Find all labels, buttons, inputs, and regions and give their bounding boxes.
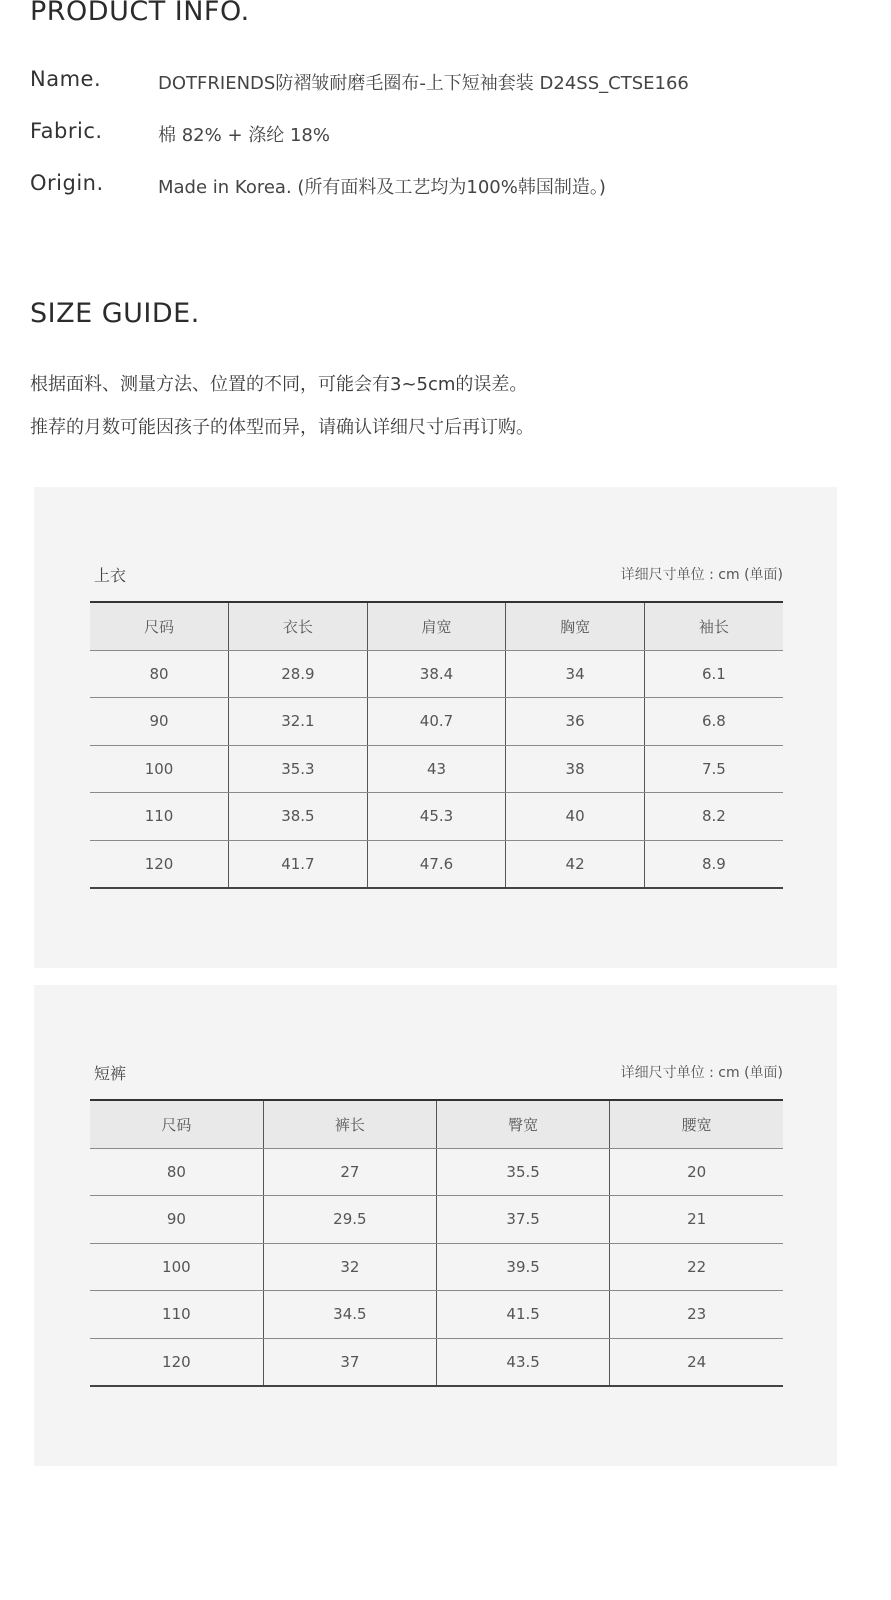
table-cell: 23 <box>610 1291 783 1339</box>
size-guide-title: SIZE GUIDE. <box>30 298 200 329</box>
column-header: 肩宽 <box>367 602 506 650</box>
origin-value: Made in Korea. (所有面料及工艺均为100%韩国制造。) <box>158 177 606 198</box>
table-cell: 32 <box>263 1243 436 1291</box>
shorts-size-panel <box>34 985 837 1466</box>
table-cell: 36 <box>506 698 645 746</box>
table-cell: 90 <box>90 698 229 746</box>
shorts-size-table <box>90 1099 783 1387</box>
column-header: 腰宽 <box>610 1100 783 1148</box>
top-size-unit-note: 详细尺寸单位 : cm (单面) <box>620 567 783 583</box>
table-cell: 32.1 <box>229 698 368 746</box>
product-name-row <box>30 67 870 97</box>
fabric-label: Fabric. <box>30 119 103 143</box>
table-cell: 40.7 <box>367 698 506 746</box>
table-cell: 21 <box>610 1196 783 1244</box>
shorts-size-panel-header <box>90 1061 783 1085</box>
table-cell: 120 <box>90 840 229 888</box>
table-cell: 28.9 <box>229 650 368 698</box>
table-cell: 47.6 <box>367 840 506 888</box>
table-cell: 43.5 <box>437 1338 610 1386</box>
top-size-table <box>90 601 783 889</box>
table-cell: 34 <box>506 650 645 698</box>
column-header: 尺码 <box>90 602 229 650</box>
table-cell: 35.3 <box>229 745 368 793</box>
table-row <box>90 793 783 841</box>
table-row <box>90 698 783 746</box>
table-cell: 42 <box>506 840 645 888</box>
top-size-panel <box>34 487 837 968</box>
size-note-recommendation: 推荐的月数可能因孩子的体型而异，请确认详细尺寸后再订购。 <box>30 417 534 438</box>
table-cell: 29.5 <box>263 1196 436 1244</box>
table-cell: 35.5 <box>437 1148 610 1196</box>
column-header: 尺码 <box>90 1100 263 1148</box>
table-row <box>90 1243 783 1291</box>
table-cell: 110 <box>90 1291 263 1339</box>
table-cell: 43 <box>367 745 506 793</box>
table-row <box>90 745 783 793</box>
fabric-value: 棉 82% + 涤纶 18% <box>158 125 330 146</box>
table-cell: 8.2 <box>644 793 783 841</box>
table-cell: 6.8 <box>644 698 783 746</box>
table-row <box>90 650 783 698</box>
table-cell: 100 <box>90 1243 263 1291</box>
table-header-row <box>90 602 783 650</box>
product-info-title: PRODUCT INFO. <box>30 0 250 27</box>
table-cell: 7.5 <box>644 745 783 793</box>
name-value: DOTFRIENDS防褶皱耐磨毛圈布-上下短袖套装 D24SS_CTSE166 <box>158 73 689 94</box>
table-cell: 110 <box>90 793 229 841</box>
product-origin-row <box>30 171 870 201</box>
table-cell: 80 <box>90 1148 263 1196</box>
table-row <box>90 840 783 888</box>
column-header: 胸宽 <box>506 602 645 650</box>
table-cell: 22 <box>610 1243 783 1291</box>
shorts-size-unit-note: 详细尺寸单位 : cm (单面) <box>620 1065 783 1081</box>
table-cell: 100 <box>90 745 229 793</box>
column-header: 袖长 <box>644 602 783 650</box>
table-cell: 37.5 <box>437 1196 610 1244</box>
product-fabric-row <box>30 119 870 149</box>
column-header: 衣长 <box>229 602 368 650</box>
table-row <box>90 1196 783 1244</box>
table-cell: 120 <box>90 1338 263 1386</box>
shorts-size-table-name: 短裤 <box>94 1064 127 1083</box>
origin-label: Origin. <box>30 171 104 195</box>
table-cell: 6.1 <box>644 650 783 698</box>
column-header: 臀宽 <box>437 1100 610 1148</box>
table-row <box>90 1291 783 1339</box>
top-size-panel-header <box>90 563 783 587</box>
table-row <box>90 1148 783 1196</box>
column-header: 裤长 <box>263 1100 436 1148</box>
table-cell: 90 <box>90 1196 263 1244</box>
table-row <box>90 1338 783 1386</box>
table-cell: 20 <box>610 1148 783 1196</box>
table-cell: 45.3 <box>367 793 506 841</box>
table-cell: 38 <box>506 745 645 793</box>
table-cell: 8.9 <box>644 840 783 888</box>
table-cell: 80 <box>90 650 229 698</box>
table-cell: 27 <box>263 1148 436 1196</box>
table-cell: 24 <box>610 1338 783 1386</box>
top-size-table-name: 上衣 <box>94 566 127 585</box>
table-cell: 37 <box>263 1338 436 1386</box>
table-cell: 40 <box>506 793 645 841</box>
table-cell: 38.4 <box>367 650 506 698</box>
table-cell: 34.5 <box>263 1291 436 1339</box>
name-label: Name. <box>30 67 102 91</box>
table-header-row <box>90 1100 783 1148</box>
table-cell: 39.5 <box>437 1243 610 1291</box>
size-note-measurement: 根据面料、测量方法、位置的不同，可能会有3~5cm的误差。 <box>30 374 528 395</box>
table-cell: 38.5 <box>229 793 368 841</box>
table-cell: 41.7 <box>229 840 368 888</box>
table-cell: 41.5 <box>437 1291 610 1339</box>
